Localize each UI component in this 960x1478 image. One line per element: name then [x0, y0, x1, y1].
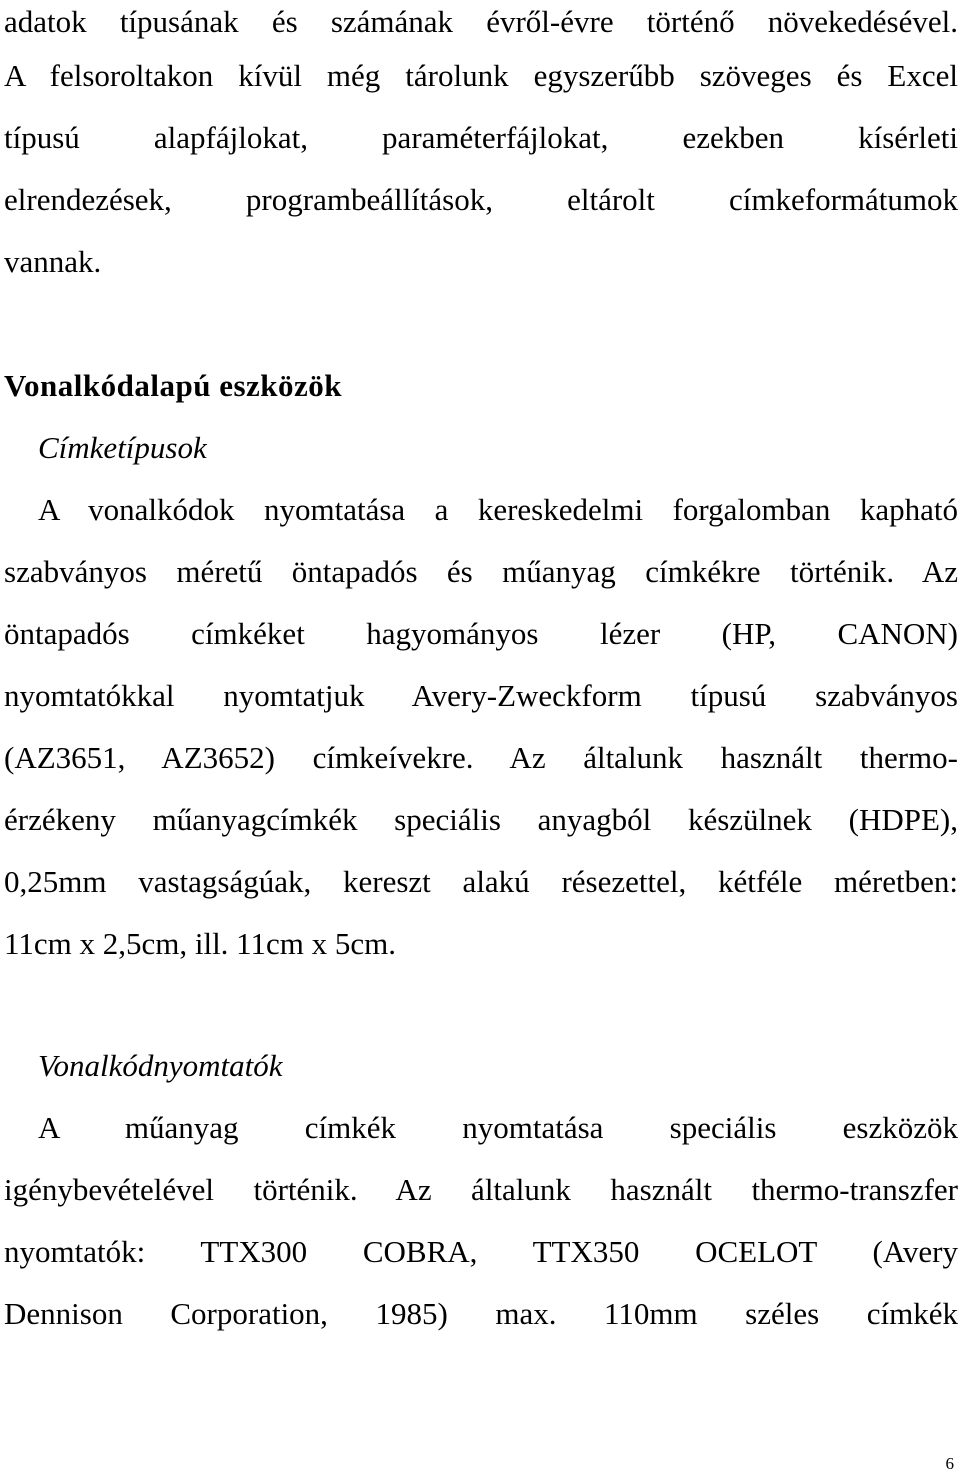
intro-line-2: A felsoroltakon kívül még tárolunk egyszerűbb szöveges és Excel [4, 58, 958, 93]
intro-line-3: típusú alapfájlokat, paraméterfájlokat, ezekben kísérleti [4, 120, 958, 155]
intro-line-1: adatok típusának és számának évről-évre történő növekedésével. [4, 4, 958, 39]
label-types-line-2: szabványos méretű öntapadós és műanyag címkékre történik. Az [4, 554, 958, 589]
barcode-printers-subtitle: Vonalkódnyomtatók [38, 1048, 283, 1083]
page-number: 6 [945, 1454, 954, 1473]
label-types-line-4: nyomtatókkal nyomtatjuk Avery-Zweckform típusú szabványos [4, 678, 958, 713]
section-title: Vonalkódalapú eszközök [4, 368, 343, 403]
label-types-line-6: érzékeny műanyagcímkék speciális anyagból készülnek (HDPE), [4, 802, 958, 837]
label-types-line-1: A vonalkódok nyomtatása a kereskedelmi forgalomban kapható [38, 492, 958, 527]
label-types-line-3: öntapadós címkéket hagyományos lézer (HP, CANON) [4, 616, 958, 651]
intro-line-5: vannak. [4, 244, 102, 279]
intro-line-4: elrendezések, programbeállítások, eltárolt címkeformátumok [4, 182, 958, 217]
label-types-subtitle: Címketípusok [38, 430, 207, 465]
barcode-printers-line-4: Dennison Corporation, 1985) max. 110mm széles címkék [4, 1296, 958, 1331]
label-types-line-7: 0,25mm vastagságúak, kereszt alakú résezettel, kétféle méretben: [4, 864, 958, 899]
label-types-line-8: 11cm x 2,5cm, ill. 11cm x 5cm. [4, 926, 397, 961]
label-types-line-5: (AZ3651, AZ3652) címkeívekre. Az általunk használt thermo- [4, 740, 958, 775]
barcode-printers-line-2: igénybevételével történik. Az általunk használt thermo-transzfer [4, 1172, 958, 1207]
barcode-printers-line-3: nyomtatók: TTX300 COBRA, TTX350 OCELOT (Avery [4, 1234, 958, 1269]
barcode-printers-line-1: A műanyag címkék nyomtatása speciális eszközök [38, 1110, 958, 1145]
